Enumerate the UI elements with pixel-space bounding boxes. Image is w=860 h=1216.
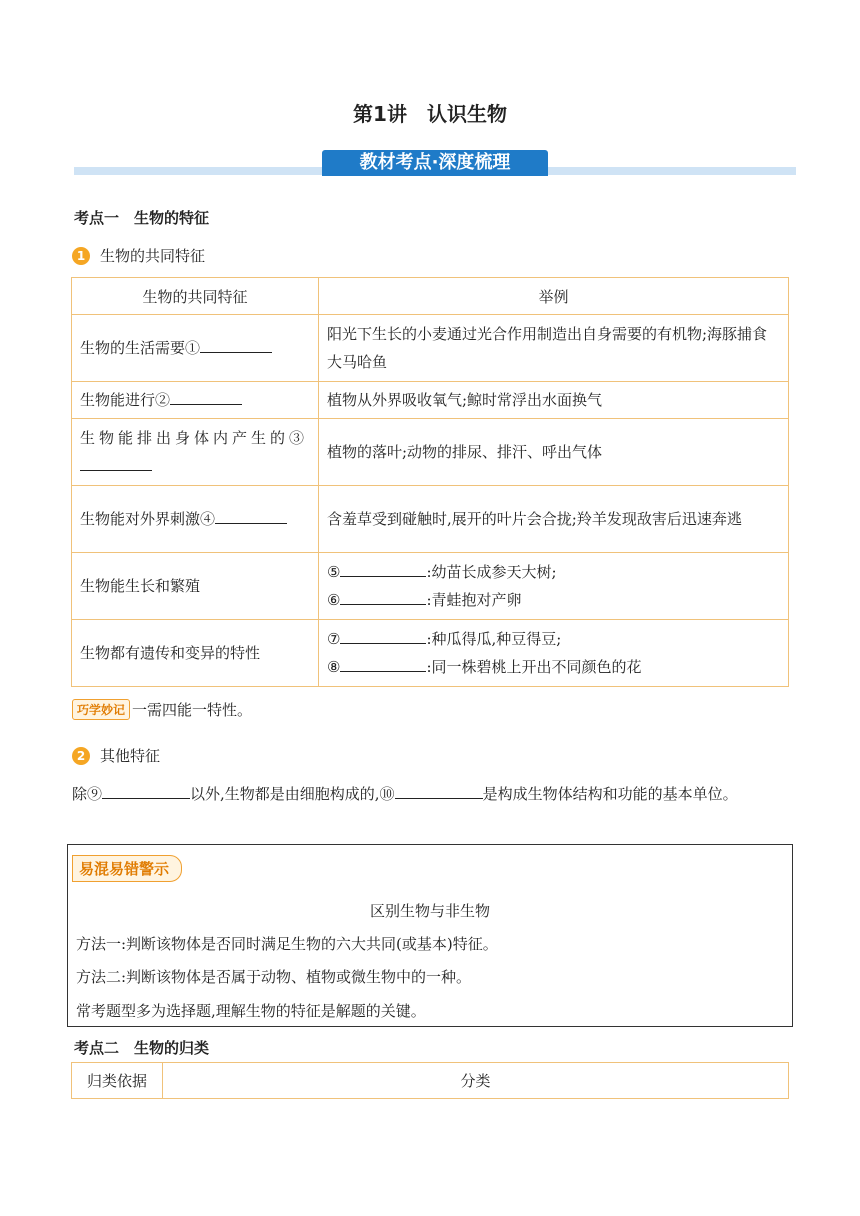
blank-number: ⑦ — [327, 630, 341, 648]
classification-table — [71, 1062, 789, 1099]
warning-badge: 易混易错警示 — [72, 855, 182, 882]
page-title: 第1讲 认识生物 — [353, 102, 507, 126]
blank-number: ⑤ — [327, 563, 341, 581]
blank-number: ⑧ — [327, 658, 341, 676]
answer-blank[interactable] — [102, 782, 190, 799]
example-text: :幼苗长成参天大树; — [426, 563, 557, 581]
subsection-label: 生物的共同特征 — [100, 247, 206, 265]
answer-blank[interactable] — [80, 454, 152, 471]
paragraph-text: 除⑨ — [72, 785, 103, 803]
example-cell — [319, 620, 789, 687]
feature-cell — [72, 419, 319, 486]
paragraph-text: 是构成生物体结构和功能的基本单位。 — [482, 785, 738, 803]
table-row — [72, 620, 789, 687]
paragraph-text: 以外,生物都是由细胞构成的,⑩ — [190, 785, 395, 803]
example-text: :种瓜得瓜,种豆得豆; — [426, 630, 562, 648]
example-cell: 含羞草受到碰触时,展开的叶片会合拢;羚羊发现敌害后迅速奔逃 — [319, 486, 789, 553]
example-cell: 植物从外界吸收氧气;鲸时常浮出水面换气 — [319, 382, 789, 419]
warning-box — [67, 844, 793, 1027]
memory-tip-text: 一需四能一特性。 — [132, 701, 253, 719]
answer-blank[interactable] — [170, 388, 242, 405]
memory-tip-badge: 巧学妙记 — [72, 699, 130, 720]
example-cell: 阳光下生长的小麦通过光合作用制造出自身需要的有机物;海豚捕食大马哈鱼 — [319, 315, 789, 382]
table-row — [72, 486, 789, 553]
answer-blank[interactable] — [340, 588, 426, 605]
warning-line: 方法二:判断该物体是否属于动物、植物或微生物中的一种。 — [76, 968, 472, 986]
section-banner: 教材考点·深度梳理 — [322, 150, 548, 176]
feature-cell: 生物能生长和繁殖 — [72, 553, 319, 620]
subsection-label: 其他特征 — [100, 747, 161, 765]
example-cell: 植物的落叶;动物的排尿、排汗、呼出气体 — [319, 419, 789, 486]
subsection-2 — [72, 745, 160, 766]
example-text: :青蛙抱对产卵 — [426, 591, 522, 609]
number-badge: 1 — [72, 247, 90, 265]
table-header: 生物的共同特征 — [72, 278, 319, 315]
feature-text: 生物能排出身体内产生的③ — [80, 429, 309, 447]
table-row — [72, 315, 789, 382]
memory-tip — [72, 699, 252, 720]
answer-blank[interactable] — [200, 336, 272, 353]
answer-blank[interactable] — [340, 560, 426, 577]
warning-line: 方法一:判断该物体是否同时满足生物的六大共同(或基本)特征。 — [76, 935, 498, 953]
example-text: :同一株碧桃上开出不同颜色的花 — [426, 658, 642, 676]
table-header: 归类依据 — [72, 1063, 163, 1099]
table-header: 举例 — [319, 278, 789, 315]
table-header-row — [72, 1063, 789, 1099]
feature-text: 生物能对外界刺激④ — [80, 510, 216, 528]
subsection-1 — [72, 245, 205, 266]
example-cell — [319, 553, 789, 620]
feature-cell — [72, 486, 319, 553]
table-row — [72, 419, 789, 486]
table-row — [72, 553, 789, 620]
warning-line: 常考题型多为选择题,理解生物的特征是解题的关键。 — [76, 1002, 426, 1020]
answer-blank[interactable] — [395, 782, 483, 799]
warning-title: 区别生物与非生物 — [369, 902, 490, 920]
feature-cell — [72, 315, 319, 382]
section-heading-1: 考点一 生物的特征 — [74, 209, 210, 227]
blank-number: ⑥ — [327, 591, 341, 609]
feature-cell — [72, 382, 319, 419]
answer-blank[interactable] — [340, 655, 426, 672]
features-table — [71, 277, 789, 687]
answer-blank[interactable] — [340, 627, 426, 644]
table-header: 分类 — [163, 1063, 789, 1099]
answer-blank[interactable] — [215, 507, 287, 524]
feature-cell: 生物都有遗传和变异的特性 — [72, 620, 319, 687]
section-heading-2: 考点二 生物的归类 — [74, 1039, 210, 1057]
table-row — [72, 382, 789, 419]
feature-text: 生物的生活需要① — [80, 339, 201, 357]
feature-text: 生物能进行② — [80, 391, 171, 409]
other-features-paragraph — [72, 777, 790, 811]
table-header-row — [72, 278, 789, 315]
number-badge: 2 — [72, 747, 90, 765]
